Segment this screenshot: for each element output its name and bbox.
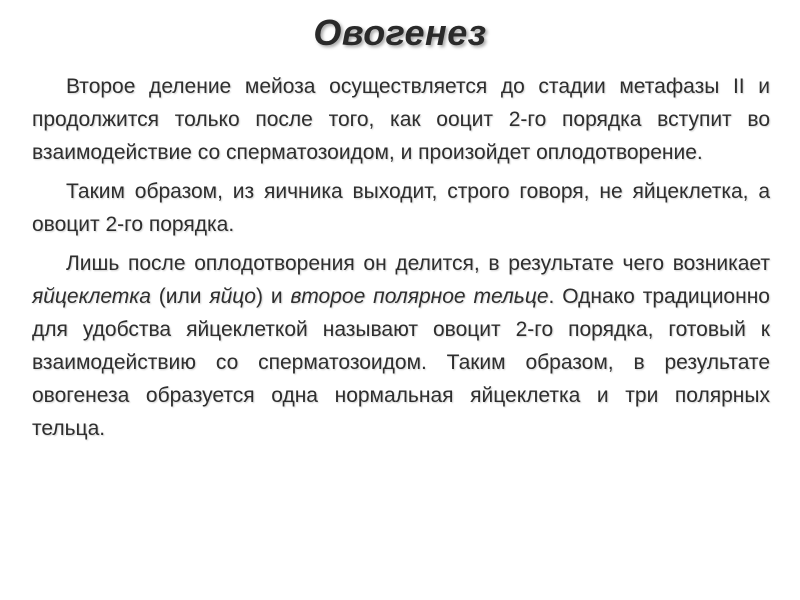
paragraph-ovary-output: Таким образом, из яичника выходит, строго говоря, не яйцеклетка, а овоцит 2-го порядка. bbox=[32, 180, 770, 236]
emphasis-egg: яйцо bbox=[209, 285, 256, 308]
paragraph-text: . Однако традиционно для удобства яйцеклеткой называют овоцит 2-го порядка, готовый к взаимодействию со сперматозоидом. Таким образом, в результате овогенеза образуется одна нормальная яйцеклетка и три полярных тельца. bbox=[32, 285, 770, 440]
paragraph-text: Лишь после оплодотворения он делится, в результате чего возникает bbox=[66, 252, 770, 275]
emphasis-egg-cell: яйцеклетка bbox=[32, 285, 151, 308]
slide-title: Овогенез bbox=[313, 12, 487, 53]
emphasis-polar-body: второе полярное тельце bbox=[290, 285, 549, 308]
paragraph-text: ) и bbox=[256, 285, 291, 308]
slide-body bbox=[32, 70, 770, 451]
paragraph-fertilization bbox=[32, 247, 770, 445]
paragraph-text: (или bbox=[150, 285, 210, 308]
paragraph-meiosis: Второе деление мейоза осуществляется до стадии метафазы II и продолжится только после того, как ооцит 2-го порядка вступит во взаимодействие со сперматозоидом, и произойдет оплодотворение. bbox=[32, 75, 770, 164]
